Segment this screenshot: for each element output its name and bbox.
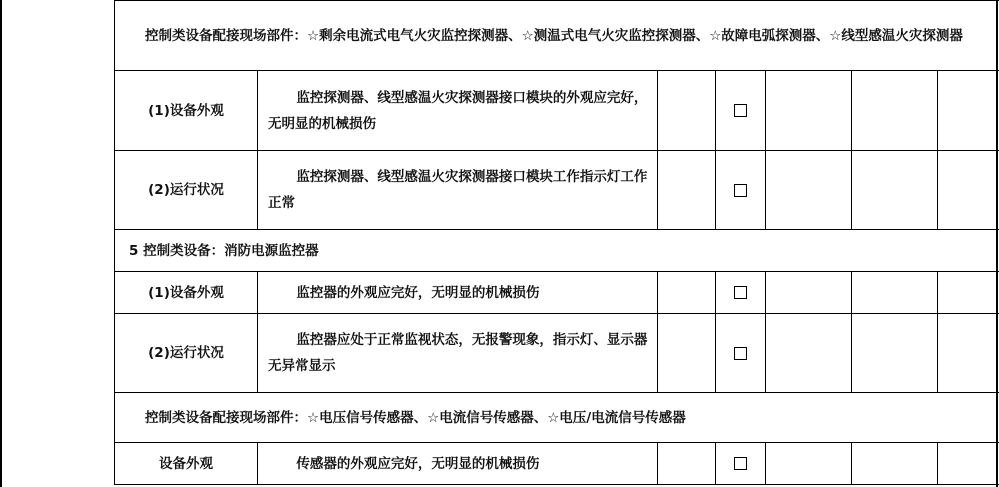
blank-cell xyxy=(658,272,716,314)
item-label: (1)设备外观 xyxy=(115,71,258,151)
table-row xyxy=(115,443,999,485)
item-label: (2)运行状况 xyxy=(115,151,258,230)
blank-cell xyxy=(766,314,852,393)
blank-cell xyxy=(938,71,999,151)
table-row xyxy=(115,314,999,393)
banner-row xyxy=(115,393,999,443)
checkbox[interactable] xyxy=(716,314,766,393)
checkbox[interactable] xyxy=(716,443,766,485)
blank-cell xyxy=(766,272,852,314)
blank-cell xyxy=(658,71,716,151)
checkbox[interactable] xyxy=(716,151,766,230)
blank-cell xyxy=(852,314,938,393)
blank-cell xyxy=(938,272,999,314)
item-label: (2)运行状况 xyxy=(115,314,258,393)
blank-cell xyxy=(658,314,716,393)
item-description: 监控器的外观应完好，无明显的机械损伤 xyxy=(258,272,658,314)
checkbox-square-icon xyxy=(734,104,747,117)
blank-cell xyxy=(766,443,852,485)
blank-cell xyxy=(658,151,716,230)
section-row xyxy=(115,230,999,272)
item-description: 监控探测器、线型感温火灾探测器接口模块的外观应完好，无明显的机械损伤 xyxy=(258,71,658,151)
checkbox-square-icon xyxy=(734,347,747,360)
blank-cell xyxy=(852,151,938,230)
section-title: 5 控制类设备：消防电源监控器 xyxy=(115,230,999,272)
banner-row xyxy=(115,1,999,71)
table-row xyxy=(115,71,999,151)
checkbox[interactable] xyxy=(716,71,766,151)
checkbox-square-icon xyxy=(734,457,747,470)
item-description: 传感器的外观应完好，无明显的机械损伤 xyxy=(258,443,658,485)
checkbox[interactable] xyxy=(716,272,766,314)
blank-cell xyxy=(852,443,938,485)
blank-cell xyxy=(766,71,852,151)
blank-cell xyxy=(938,151,999,230)
table-row xyxy=(115,272,999,314)
banner-text: 控制类设备配接现场部件：☆电压信号传感器、☆电流信号传感器、☆电压/电流信号传感器 xyxy=(115,393,999,443)
blank-cell xyxy=(766,151,852,230)
checkbox-square-icon xyxy=(734,286,747,299)
blank-cell xyxy=(938,314,999,393)
blank-cell xyxy=(852,272,938,314)
blank-cell xyxy=(852,71,938,151)
item-label: (1)设备外观 xyxy=(115,272,258,314)
checkbox-square-icon xyxy=(734,184,747,197)
item-description: 监控器应处于正常监视状态，无报警现象，指示灯、显示器无异常显示 xyxy=(258,314,658,393)
item-description: 监控探测器、线型感温火灾探测器接口模块工作指示灯工作正常 xyxy=(258,151,658,230)
blank-cell xyxy=(658,443,716,485)
item-label: 设备外观 xyxy=(115,443,258,485)
inspection-table xyxy=(114,0,999,485)
blank-cell xyxy=(938,443,999,485)
banner-text: 控制类设备配接现场部件：☆剩余电流式电气火灾监控探测器、☆测温式电气火灾监控探测器、☆故障电弧探测器、☆线型感温火灾探测器 xyxy=(115,1,999,71)
table-row xyxy=(115,151,999,230)
